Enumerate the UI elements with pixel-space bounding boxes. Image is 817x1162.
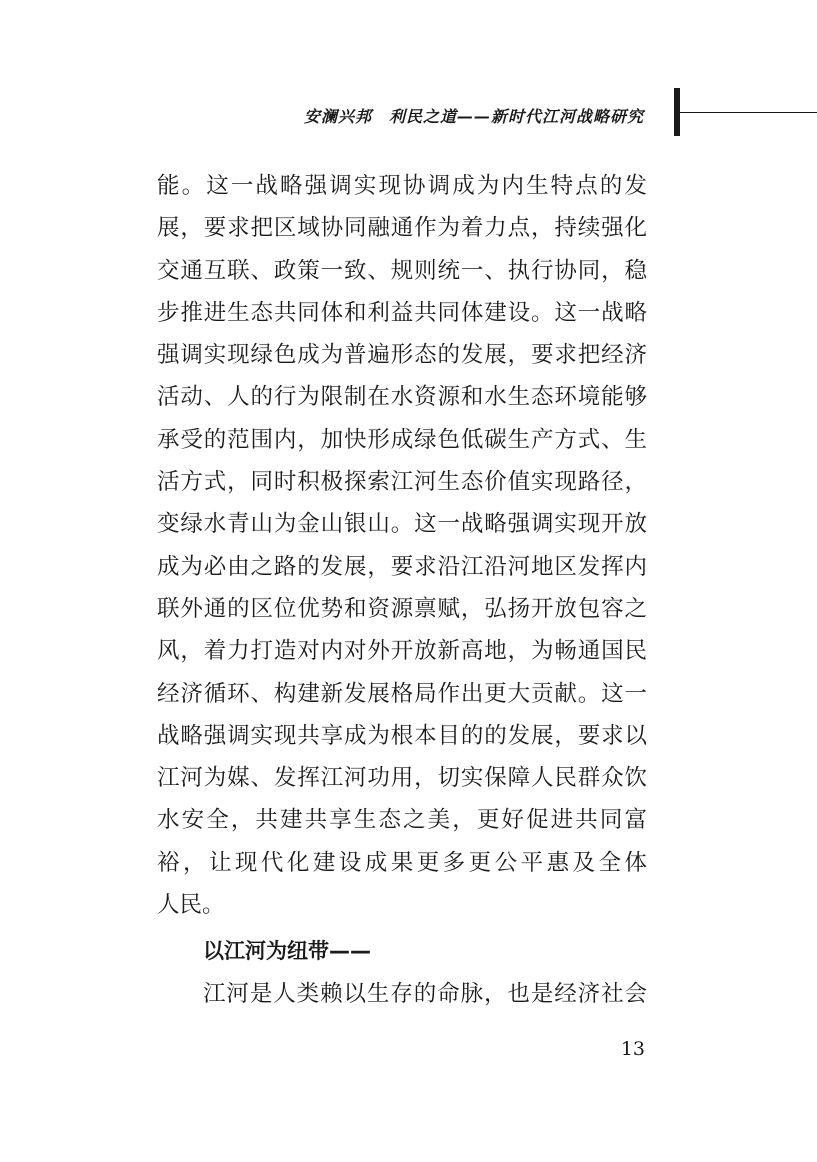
body-line: 江河为媒、发挥江河功用，切实保障人民群众饮 [157,765,647,792]
running-header-title: 安澜兴邦 利民之道——新时代江河战略研究 [303,107,644,126]
body-line: 人民。 [157,892,225,919]
body-line: 活方式，同时积极探索江河生态价值实现路径， [157,469,647,496]
header-horizontal-rule [680,112,817,113]
body-line: 成为必由之路的发展，要求沿江沿河地区发挥内 [157,553,647,580]
body-line: 承受的范围内，加快形成绿色低碳生产方式、生 [157,426,647,453]
body-line: 江河是人类赖以生存的命脉，也是经济社会 [203,980,647,1007]
body-line: 变绿水青山为金山银山。这一战略强调实现开放 [157,511,647,538]
page-number: 13 [620,1038,645,1060]
body-line: 步推进生态共同体和利益共同体建设。这一战略 [157,299,647,326]
section-heading: 以江河为纽带—— [203,939,371,964]
body-line: 强调实现绿色成为普遍形态的发展，要求把经济 [157,342,647,369]
body-line: 风，着力打造对内对外开放新高地，为畅通国民 [157,638,647,665]
body-line: 能。这一战略强调实现协调成为内生特点的发 [157,173,647,199]
body-line: 展，要求把区域协同融通作为着力点，持续强化 [157,215,647,242]
body-line: 战略强调实现共享成为根本目的的发展，要求以 [157,722,647,749]
body-line: 交通互联、政策一致、规则统一、执行协同，稳 [157,257,647,284]
body-line: 联外通的区位优势和资源禀赋，弘扬开放包容之 [157,595,647,622]
body-line: 经济循环、构建新发展格局作出更大贡献。这一 [157,680,647,707]
body-line: 活动、人的行为限制在水资源和水生态环境能够 [157,384,647,411]
body-text [157,165,647,1015]
body-line: 裕，让现代化建设成果更多更公平惠及全体 [157,849,647,876]
body-line: 水安全，共建共享生态之美，更好促进共同富 [157,807,647,834]
